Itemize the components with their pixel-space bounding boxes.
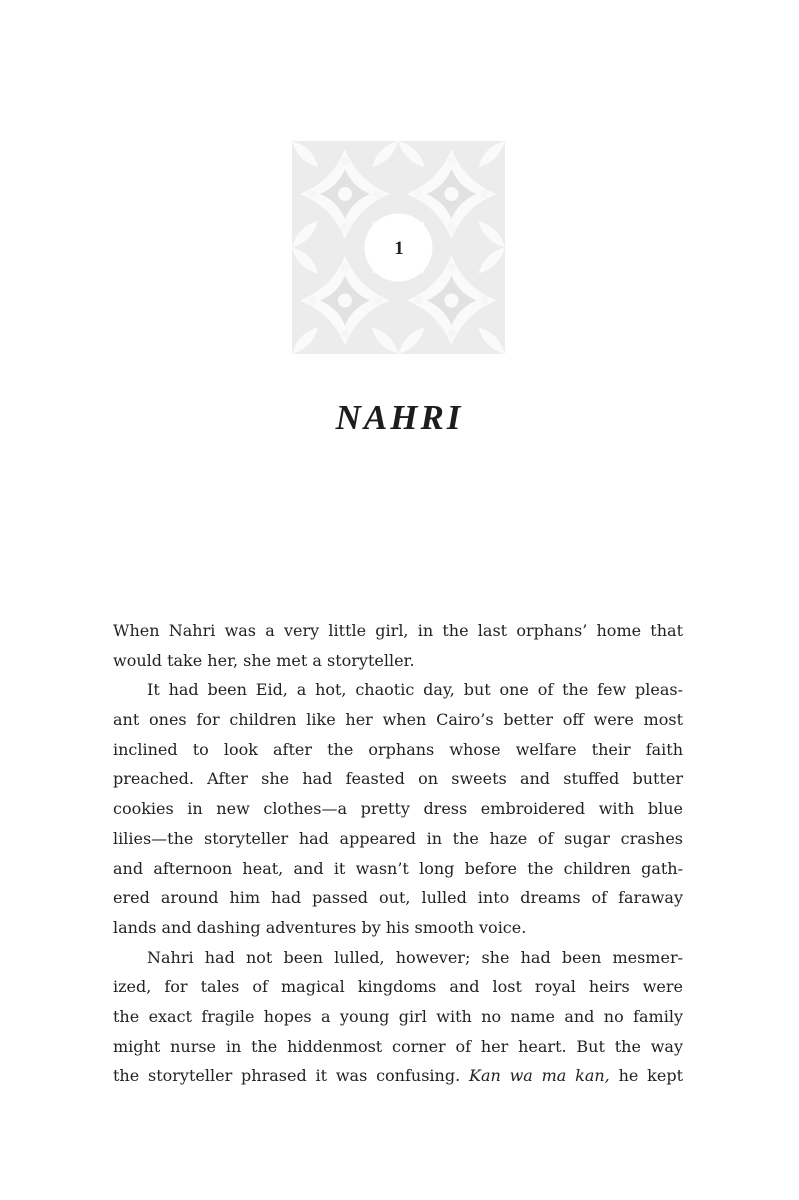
text-line: inclined to look after the orphans whose welfare their faith bbox=[113, 739, 683, 759]
text-line: lilies—the storyteller had appeared in the haze of sugar crashes bbox=[113, 828, 683, 848]
text-line-last bbox=[113, 1061, 683, 1091]
text-line: ized, for tales of magical kingdoms and lost royal heirs were bbox=[113, 977, 683, 997]
chapter-title: NAHRI bbox=[335, 398, 464, 437]
text-line: ant ones for children like her when Cairo’s better off were most bbox=[113, 710, 683, 730]
text-line: lands and dashing adventures by his smooth voice. bbox=[113, 917, 527, 937]
italic-phrase: Kan wa ma kan, bbox=[468, 1066, 610, 1086]
text-line: When Nahri was a very little girl, in the last orphans’ home that bbox=[113, 621, 683, 640]
chapter-number: 1 bbox=[394, 238, 404, 259]
text-line: and afternoon heat, and it wasn’t long before the children gath- bbox=[113, 858, 683, 878]
text-line: would take her, she met a storyteller. bbox=[113, 650, 415, 670]
text-segment: the storyteller phrased it was confusing. bbox=[113, 1066, 461, 1086]
text-line: the exact fragile hopes a young girl with no name and no family bbox=[113, 1006, 683, 1026]
text-line: preached. After she had feasted on sweets and stuffed butter bbox=[113, 769, 683, 789]
text-segment: he kept bbox=[618, 1066, 683, 1086]
text-line: cookies in new clothes—a pretty dress embroidered with blue bbox=[113, 799, 683, 819]
text-line: Nahri had not been lulled, however; she had been mesmer- bbox=[147, 947, 683, 967]
text-line: might nurse in the hiddenmost corner of her heart. But the way bbox=[113, 1036, 683, 1056]
text-line: It had been Eid, a hot, chaotic day, but one of the few pleas- bbox=[147, 680, 683, 700]
text-line: ered around him had passed out, lulled into dreams of faraway bbox=[113, 888, 683, 908]
body-text bbox=[113, 616, 683, 1091]
